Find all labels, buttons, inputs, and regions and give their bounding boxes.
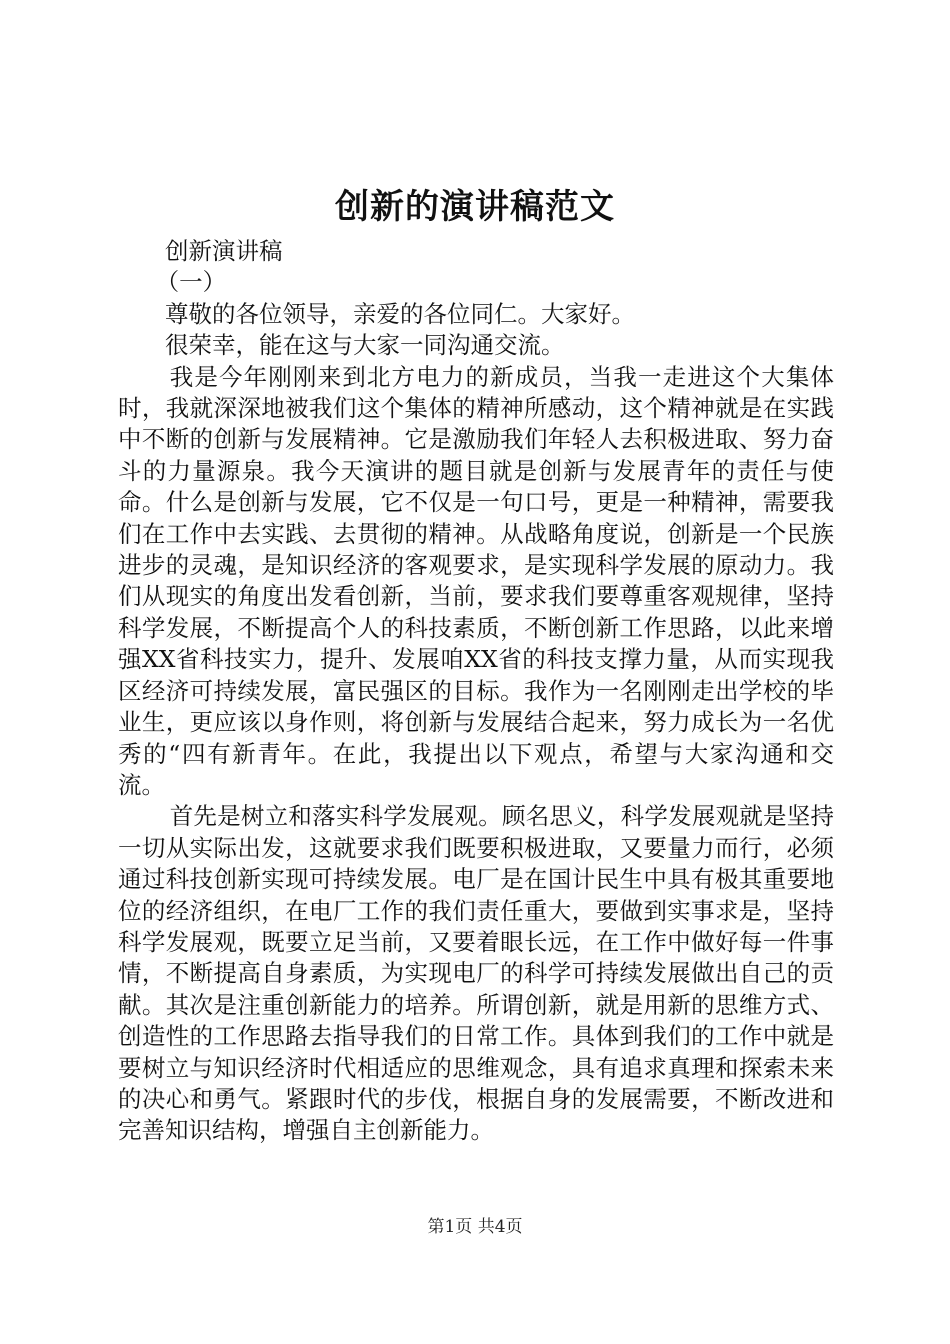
greeting-paragraph: 尊敬的各位领导，亲爱的各位同仁。大家好。 — [165, 299, 635, 328]
body-paragraph-1: 我是今年刚刚来到北方电力的新成员，当我一走进这个大集体时，我就深深地被我们这个集体的精神所感动，这个精神就是在实践中不断的创新与发展精神。它是激励我们年轻人去积极进取、努力奋斗的力量源泉。我今天演讲的题目就是创新与发展青年的责任与使命。什么是创新与发展，它不仅是一句口号，更是一种精神，需要我们在工作中去实践、去贯彻的精神。从战略角度说，创新是一个民族进步的灵魂，是知识经济的客观要求，是实现科学发展的原动力。我们从现实的角度出发看创新，当前，要求我们要尊重客观规律，坚持科学发展，不断提高个人的科技素质，不断创新工作思路，以此来增强XX省科技实力，提升、发展咱XX省的科技支撑力量，从而实现我区经济可持续发展，富民强区的目标。我作为一名刚刚走出学校的毕业生，更应该以身作则，将创新与发展结合起来，努力成长为一名优秀的“四有新青年。在此，我提出以下观点，希望与大家沟通和交流。 — [118, 362, 834, 799]
document-title: 创新的演讲稿范文 — [335, 187, 615, 227]
page-footer: 第1页 共4页 — [427, 1217, 523, 1237]
section-number-paragraph: （一） — [155, 268, 227, 297]
subtitle-paragraph: 创新演讲稿 — [165, 237, 283, 265]
document-body — [118, 236, 834, 1147]
intro-paragraph: 很荣幸，能在这与大家一同沟通交流。 — [165, 331, 565, 360]
body-paragraph-2: 首先是树立和落实科学发展观。顾名思义，科学发展观就是坚持一切从实际出发，这就要求我们既要积极进取，又要量力而行，必须通过科技创新实现可持续发展。电厂是在国计民生中具有极其重要地位的经济组织，在电厂工作的我们责任重大，要做到实事求是，坚持科学发展观，既要立足当前，又要着眼长远，在工作中做好每一件事情，不断提高自身素质，为实现电厂的科学可持续发展做出自己的贡献。其次是注重创新能力的培养。所谓创新，就是用新的思维方式、创造性的工作思路去指导我们的日常工作。具体到我们的工作中就是要树立与知识经济时代相适应的思维观念，具有追求真理和探索未来的决心和勇气。紧跟时代的步伐，根据自身的发展需要，不断改进和完善知识结构，增强自主创新能力。 — [118, 802, 834, 1145]
